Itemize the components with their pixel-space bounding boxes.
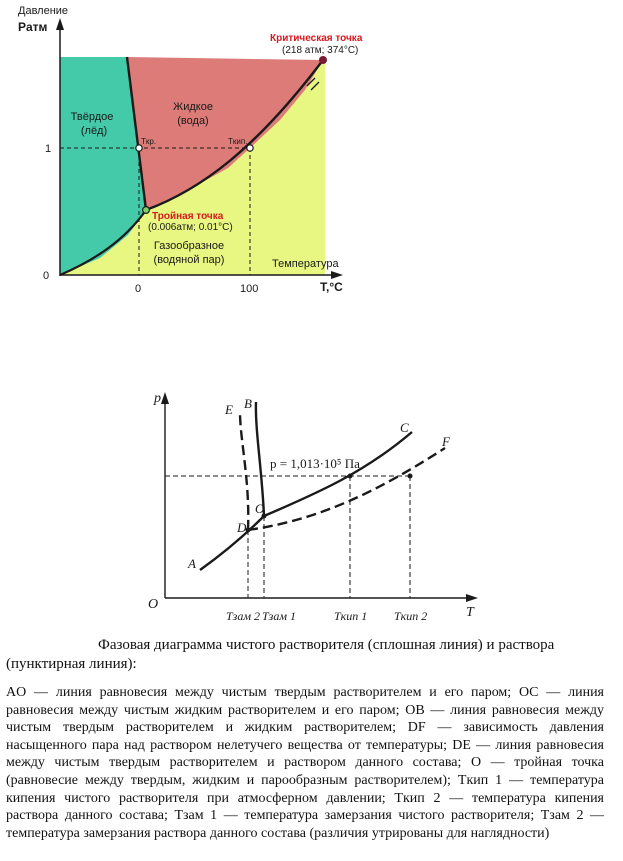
- axis-p-label: p: [154, 391, 161, 406]
- curve-DE: [240, 412, 248, 530]
- x-tick-100: 100: [240, 283, 259, 295]
- liquid-region-label-2: (вода): [177, 115, 209, 127]
- tick-tkip1: Tкип 1: [334, 609, 368, 623]
- x-axis-arrow: [331, 271, 343, 279]
- critical-point-marker: [319, 56, 327, 64]
- boiling-point-marker: [247, 145, 253, 151]
- T-axis-arrow: [466, 594, 478, 602]
- point-tkip1: [348, 474, 353, 479]
- triple-point-marker: [143, 207, 150, 214]
- critical-point-title: Критическая точка: [270, 33, 363, 44]
- triple-point-values: (0.006атм; 0.01°C): [148, 222, 233, 233]
- caption-line-1: Фазовая диаграмма чистого растворителя (сплошная линия) и раствора: [98, 637, 555, 653]
- curve-AO: [200, 516, 264, 570]
- x-axis-unit: T,°C: [320, 280, 343, 294]
- tick-tzam1: Tзам 1: [262, 609, 297, 623]
- curve-OC: [264, 432, 412, 516]
- label-F: F: [442, 434, 450, 449]
- point-tkip2: [408, 474, 413, 479]
- y-axis-title: Давление: [18, 5, 69, 17]
- y-tick-0: 0: [43, 270, 50, 282]
- x-tick-0: 0: [135, 283, 142, 295]
- label-C: C: [400, 420, 409, 435]
- label-B: B: [244, 396, 252, 411]
- label-A: A: [188, 556, 196, 571]
- label-E: E: [225, 402, 233, 417]
- solution-phase-diagram: [0, 380, 623, 635]
- solid-region-label: Твёрдое: [70, 111, 114, 123]
- y-axis-arrow: [56, 18, 64, 30]
- axis-T-label: T: [466, 605, 474, 620]
- origin-label: O: [148, 597, 159, 612]
- curve-OB: [256, 402, 264, 516]
- y-tick-1: 1: [45, 143, 52, 155]
- x-axis-title: Температура: [272, 258, 339, 270]
- solid-region-label-2: (лёд): [80, 125, 108, 137]
- pressure-label: p = 1,013·10⁵ Па: [270, 456, 360, 471]
- label-D: D: [237, 520, 247, 535]
- triple-point-title: Тройная точка: [152, 211, 224, 222]
- boiling-point-label: Tкип.: [228, 137, 248, 146]
- y-axis-unit: Pатм: [18, 20, 48, 34]
- figure-caption: [6, 636, 606, 674]
- liquid-region-label: Жидкое: [173, 101, 213, 113]
- p-axis-arrow: [161, 392, 169, 404]
- gas-region-label-2: (водяной пар): [153, 254, 225, 266]
- tick-tkip2: Tкип 2: [394, 609, 428, 623]
- water-phase-diagram: [0, 0, 623, 300]
- critical-point-values: (218 атм; 374°C): [282, 45, 359, 56]
- caption-line-2: (пунктирная линия):: [6, 656, 137, 672]
- tick-tzam2: Tзам 2: [226, 609, 261, 623]
- freezing-point-label: Tкр.: [141, 137, 157, 146]
- label-O: O: [255, 501, 265, 516]
- legend-text: AO — линия равновесия между чистым твердым растворителем и его паром; OC — линия равновесия между чистым жидким растворителем и его паром; OB — линия равновесия между чистым твердым растворителем и жидким растворителем; DF — зависимость давления насыщенного пара над раствором нелетучего вещества от температуры; DE — линия равновесия между чистым твердым растворителем и раствором данного состава; O — тройная точка (равновесие между твердым, жидким и парообразным растворителем); Tкип 1 — температура кипения чистого растворителя при атмосферном давлении; Tкип 2 — температура кипения раствора данного состава; Tзам 1 — температура замерзания чистого растворителя; Tзам 2 — температура замерзания раствора данного состава (различия утрированы для наглядности): [6, 685, 604, 841]
- gas-region-label: Газообразное: [153, 240, 225, 252]
